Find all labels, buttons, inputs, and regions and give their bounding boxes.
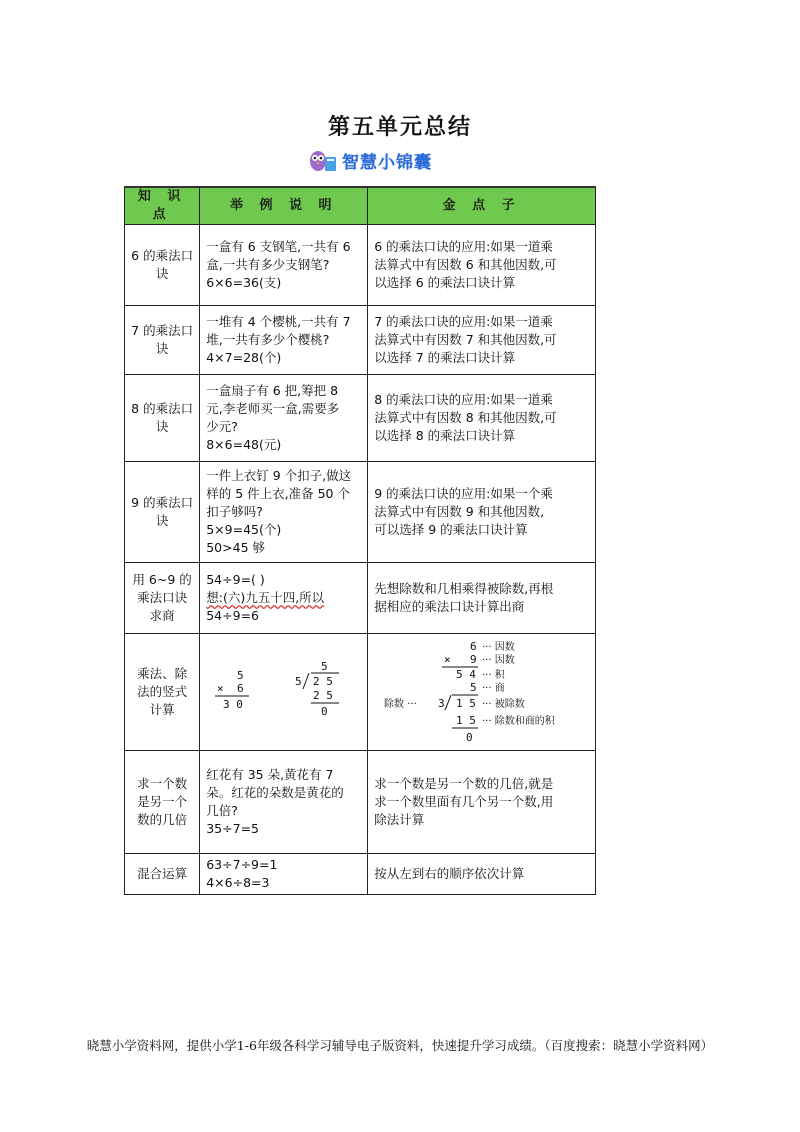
tip-label: ··· 除数和商的积 [481,716,555,727]
topic-cell: 用 6~9 的乘法口诀求商 [125,563,200,634]
tip-product: 5 4 [455,668,476,681]
example-line: 5×9=45(个) [206,522,282,537]
mult-op: × [216,682,224,695]
tip-line: 7 的乘法口诀的应用:如果一道乘 [374,314,553,329]
tip-label: ··· 商 [481,683,505,694]
table-row [125,854,596,895]
tip-cell [368,751,596,854]
badge-text: 智慧小锦囊 [342,152,432,173]
tip-line: 法算式中有因数 7 和其他因数,可 [374,332,557,347]
tip-cell [368,225,596,306]
tip-remainder: 0 [465,731,473,744]
table-row [125,462,596,563]
example-line: 几倍? [206,803,238,818]
example-cell [200,306,368,375]
footer-text: 晓慧小学资料网，提供小学1-6年级各科学习辅导电子版资料，快速提升学习成绩。（百度搜索：晓慧小学资料网） [86,1038,714,1053]
topic-cell: 乘法、除法的竖式计算 [125,634,200,751]
topic-cell: 混合运算 [125,854,200,895]
tip-line: 法算式中有因数 6 和其他因数,可 [374,257,557,272]
tip-cell [368,563,596,634]
header-example: 举 例 说 明 [200,187,368,225]
mult-result: 3 0 [222,698,243,711]
div-divisor: 5 [294,675,302,688]
tip-sub: 1 5 [455,714,476,727]
tip-line: 法算式中有因数 8 和其他因数,可 [374,410,557,425]
table-row [125,225,596,306]
tip-factor1: 6 [469,640,477,653]
tip-line: 6 的乘法口诀的应用:如果一道乘 [374,239,553,254]
tip-label: ··· 被除数 [481,699,525,710]
example-line: 4×7=28(个) [206,350,282,365]
tip-divisor: 3 [437,697,445,710]
example-cell [200,375,368,462]
mult-bottom: 6 [236,682,244,695]
tip-line: 以选择 6 的乘法口诀计算 [374,275,516,290]
example-line: 8×6=48(元) [206,437,282,452]
tip-line: 除法计算 [374,812,425,827]
tip-line: 先想除数和几相乘得被除数,再根 [374,581,554,596]
topic-cell: 8 的乘法口诀 [125,375,200,462]
tip-line: 按从左到右的顺序依次计算 [374,866,525,881]
tip-label: 除数 ··· [383,699,417,710]
tips-badge [308,146,432,174]
summary-table [124,186,596,895]
tip-line: 可以选择 9 的乘法口诀计算 [374,522,528,537]
table-row [125,306,596,375]
header-tip: 金 点 子 [368,187,596,225]
example-line: 一盒扇子有 6 把,筹把 8 [206,383,339,398]
tip-line: 以选择 7 的乘法口诀计算 [374,350,516,365]
example-line: 63÷7÷9=1 [206,857,278,872]
tip-quotient: 5 [469,681,477,694]
example-line: 想:(六)九五十四,所以 [206,590,325,605]
tip-dividend: 1 5 [455,697,476,710]
tip-cell [368,375,596,462]
example-line: 4×6÷8=3 [206,875,270,890]
tip-line: 据相应的乘法口诀计算出商 [374,599,525,614]
table-row [125,634,596,751]
example-line: 50>45 够 [206,540,265,555]
example-line: 元,李老师买一盒,需要多 [206,401,340,416]
example-line: 6×6=36(支) [206,275,282,290]
example-line: 一堆有 4 个樱桃,一共有 7 [206,314,351,329]
tip-line: 以选择 8 的乘法口诀计算 [374,428,516,443]
example-line: 盒,一共有多少支钢笔? [206,257,330,272]
mult-top: 5 [236,669,244,682]
example-cell [200,225,368,306]
example-cell [200,634,368,751]
table-row [125,751,596,854]
tip-line: 9 的乘法口诀的应用:如果一个乘 [374,486,553,501]
example-line: 朵。红花的朵数是黄花的 [206,785,344,800]
tip-cell [368,462,596,563]
topic-cell: 9 的乘法口诀 [125,462,200,563]
vertical-calc-tip [378,638,586,746]
tip-line: 求一个数是另一个数的几倍,就是 [374,776,554,791]
tip-label: ··· 积 [481,670,505,681]
example-line: 样的 5 件上衣,准备 50 个 [206,486,350,501]
topic-cell: 求一个数是另一个数的几倍 [125,751,200,854]
tip-label: ··· 因数 [481,655,515,666]
tip-line: 法算式中有因数 9 和其他因数, [374,504,545,519]
tip-line: 8 的乘法口诀的应用:如果一道乘 [374,392,553,407]
example-cell [200,462,368,563]
tip-factor2: 9 [469,653,477,666]
example-line: 堆,一共有多少个樱桃? [206,332,330,347]
example-line: 扣子够吗? [206,504,263,519]
topic-cell: 6 的乘法口诀 [125,225,200,306]
tip-cell [368,634,596,751]
example-line: 35÷7=5 [206,821,259,836]
div-product: 2 5 [312,689,333,702]
example-line: 54÷9=( ) [206,572,265,587]
example-line: 54÷9=6 [206,608,259,623]
owl-book-icon [308,147,338,173]
topic-cell: 7 的乘法口诀 [125,306,200,375]
example-line: 一盒有 6 支钢笔,一共有 6 [206,239,351,254]
table-header-row [125,187,596,225]
header-topic: 知 识 点 [125,187,200,225]
table-row [125,375,596,462]
page-title: 第五单元总结 [327,115,472,140]
example-line: 一件上衣钉 9 个扣子,做这 [206,468,352,483]
example-cell [200,854,368,895]
div-quotient: 5 [320,660,328,673]
table-row [125,563,596,634]
example-cell [200,563,368,634]
tip-label: ··· 因数 [481,642,515,653]
example-cell [200,751,368,854]
vertical-calc-example [209,657,359,727]
example-line: 少元? [206,419,238,434]
div-dividend: 2 5 [312,675,333,688]
tip-op: × [443,653,451,666]
tip-cell [368,306,596,375]
tip-cell [368,854,596,895]
div-remainder: 0 [320,705,328,718]
tip-line: 求一个数里面有几个另一个数,用 [374,794,554,809]
example-line: 红花有 35 朵,黄花有 7 [206,767,334,782]
